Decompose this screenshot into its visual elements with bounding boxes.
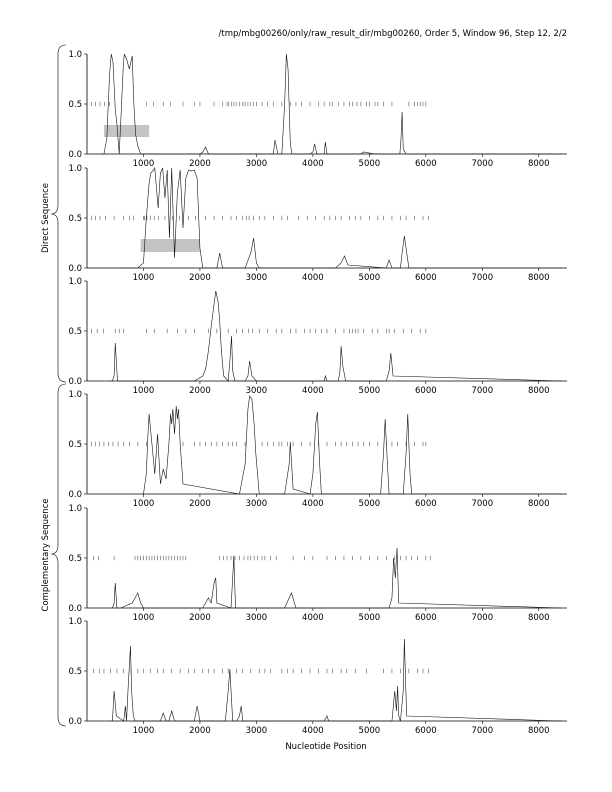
complementary-sequence-brace xyxy=(41,384,66,726)
x-tick-label: 1000 xyxy=(132,499,155,509)
x-tick-label: 4000 xyxy=(302,499,324,509)
y-tick-label: 0.0 xyxy=(68,150,82,160)
x-axis-label: Nucleotide Position xyxy=(285,742,367,752)
group-label-complementary: Complementary Sequence xyxy=(41,498,51,612)
x-tick-label: 7000 xyxy=(471,726,494,736)
coding-potential-line xyxy=(110,291,562,381)
x-tick-label: 8000 xyxy=(527,159,550,169)
x-tick-label: 4000 xyxy=(302,273,324,283)
x-tick-label: 6000 xyxy=(415,386,437,396)
x-tick-label: 6000 xyxy=(415,499,437,509)
panel-1 xyxy=(68,50,567,169)
y-tick-label: 0.5 xyxy=(68,100,82,110)
x-tick-label: 7000 xyxy=(471,159,494,169)
x-tick-label: 2000 xyxy=(189,159,211,169)
x-tick-label: 6000 xyxy=(415,726,437,736)
x-tick-label: 4000 xyxy=(302,386,324,396)
brace-shape xyxy=(51,384,66,726)
x-tick-label: 6000 xyxy=(415,613,437,623)
panel-3 xyxy=(68,277,567,396)
x-tick-label: 2000 xyxy=(189,386,211,396)
x-tick-label: 7000 xyxy=(471,386,494,396)
x-tick-label: 3000 xyxy=(245,613,268,623)
x-tick-label: 4000 xyxy=(302,726,324,736)
highlight-region xyxy=(141,239,200,252)
y-tick-label: 0.0 xyxy=(68,490,82,500)
y-tick-label: 1.0 xyxy=(68,390,82,400)
y-tick-label: 0.5 xyxy=(68,554,82,564)
x-tick-label: 6000 xyxy=(415,273,437,283)
x-tick-label: 5000 xyxy=(358,726,381,736)
y-tick-label: 0.5 xyxy=(68,327,82,337)
direct-sequence-brace xyxy=(41,45,66,382)
x-tick-label: 3000 xyxy=(245,273,268,283)
y-tick-label: 1.0 xyxy=(68,504,82,514)
panel-4 xyxy=(68,390,567,509)
x-tick-label: 7000 xyxy=(471,499,494,509)
brace-shape xyxy=(51,45,66,382)
x-tick-label: 5000 xyxy=(358,499,381,509)
x-tick-label: 8000 xyxy=(527,499,550,509)
x-tick-label: 8000 xyxy=(527,273,550,283)
x-tick-label: 5000 xyxy=(358,273,381,283)
x-tick-label: 2000 xyxy=(189,273,211,283)
y-tick-label: 0.5 xyxy=(68,440,82,450)
x-tick-label: 8000 xyxy=(527,726,550,736)
highlight-region xyxy=(104,125,149,137)
x-tick-label: 4000 xyxy=(302,159,324,169)
x-tick-label: 2000 xyxy=(189,613,211,623)
x-tick-label: 5000 xyxy=(358,386,381,396)
y-tick-label: 1.0 xyxy=(68,164,82,174)
panel-2 xyxy=(68,164,567,283)
x-tick-label: 7000 xyxy=(471,273,494,283)
x-tick-label: 3000 xyxy=(245,499,268,509)
x-tick-label: 1000 xyxy=(132,613,155,623)
x-tick-label: 2000 xyxy=(189,499,211,509)
y-tick-label: 1.0 xyxy=(68,277,82,287)
x-tick-label: 4000 xyxy=(302,613,324,623)
x-tick-label: 8000 xyxy=(527,613,550,623)
coding-potential-line xyxy=(112,548,561,608)
x-tick-label: 1000 xyxy=(132,386,155,396)
x-tick-label: 7000 xyxy=(471,613,494,623)
y-tick-label: 1.0 xyxy=(68,50,82,60)
coding-potential-line xyxy=(101,54,561,154)
panel-5 xyxy=(68,504,567,623)
y-tick-label: 0.0 xyxy=(68,604,82,614)
x-tick-label: 1000 xyxy=(132,273,155,283)
y-tick-label: 0.0 xyxy=(68,377,82,387)
x-tick-label: 1000 xyxy=(132,159,155,169)
coding-potential-line xyxy=(110,639,562,721)
x-tick-label: 2000 xyxy=(189,726,211,736)
x-tick-label: 8000 xyxy=(527,386,550,396)
y-tick-label: 0.5 xyxy=(68,214,82,224)
x-tick-label: 1000 xyxy=(132,726,155,736)
y-tick-label: 0.0 xyxy=(68,717,82,727)
x-tick-label: 3000 xyxy=(245,726,268,736)
x-tick-label: 3000 xyxy=(245,159,268,169)
y-tick-label: 0.5 xyxy=(68,667,82,677)
x-tick-label: 5000 xyxy=(358,159,381,169)
x-tick-label: 6000 xyxy=(415,159,437,169)
y-tick-label: 1.0 xyxy=(68,617,82,627)
panels xyxy=(68,50,567,736)
y-tick-label: 0.0 xyxy=(68,264,82,274)
figure-title: /tmp/mbg00260/only/raw_result_dir/mbg00260, Order 5, Window 96, Step 12, 2/2 xyxy=(218,29,567,39)
x-tick-label: 3000 xyxy=(245,386,268,396)
group-label-direct: Direct Sequence xyxy=(41,182,51,254)
panel-6 xyxy=(68,617,567,736)
x-tick-label: 5000 xyxy=(358,613,381,623)
